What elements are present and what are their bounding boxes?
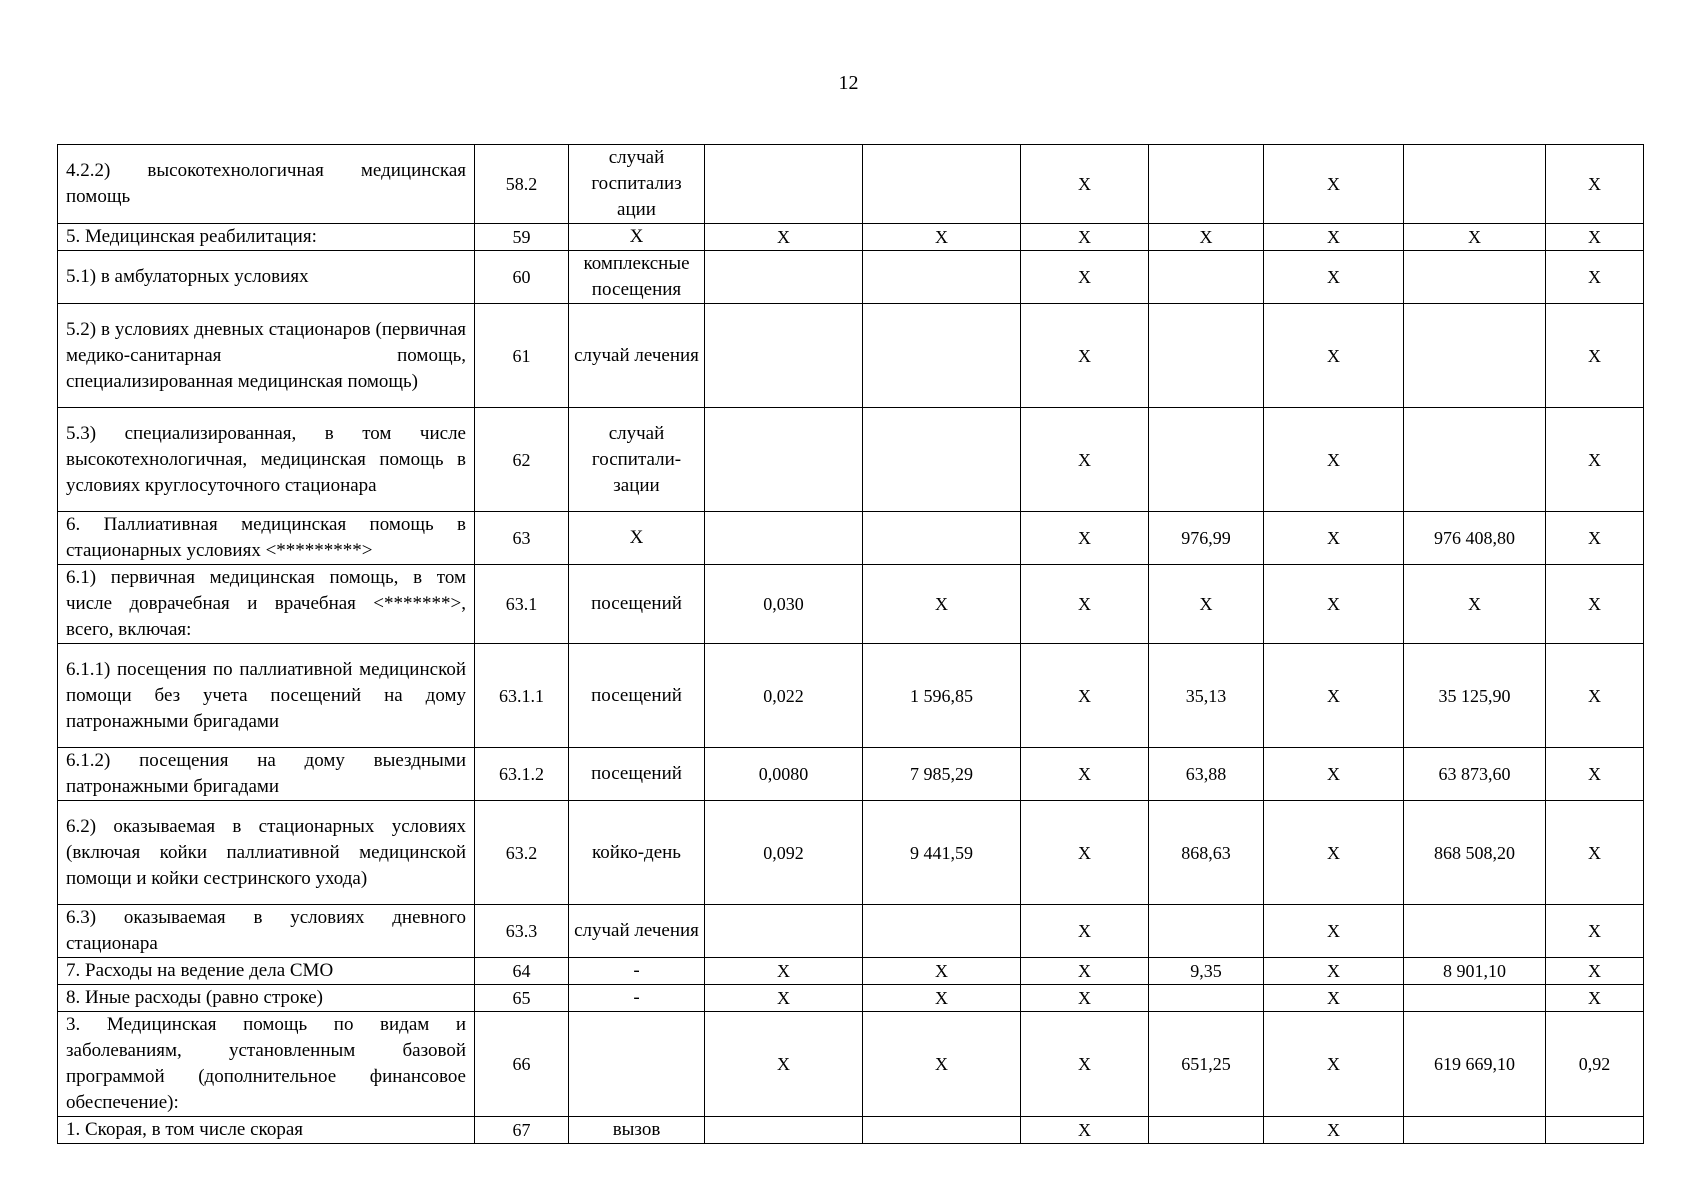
table-row xyxy=(58,512,1644,565)
row-name-cell: 6.1.2) посещения на дому выездными патронажными бригадами xyxy=(58,748,475,801)
row-name-cell: 6.1) первичная медицинская помощь, в том числе доврачебная и врачебная <*******>, всего, включая: xyxy=(58,565,475,644)
value-cell-5: X xyxy=(1264,1012,1404,1117)
value-cell-6: X xyxy=(1404,224,1546,251)
unit-cell: случай лечения xyxy=(569,304,705,408)
line-number-cell: 66 xyxy=(475,1012,569,1117)
table-row xyxy=(58,408,1644,512)
value-cell-3: X xyxy=(1021,512,1149,565)
value-cell-7: X xyxy=(1546,304,1644,408)
value-cell-3: X xyxy=(1021,565,1149,644)
table-row xyxy=(58,1117,1644,1144)
value-cell-3: X xyxy=(1021,304,1149,408)
value-cell-7: X xyxy=(1546,224,1644,251)
table-body xyxy=(58,145,1644,1144)
value-cell-3: X xyxy=(1021,251,1149,304)
line-number-cell: 63.2 xyxy=(475,801,569,905)
value-cell-1 xyxy=(705,408,863,512)
value-cell-6 xyxy=(1404,1117,1546,1144)
table-row xyxy=(58,251,1644,304)
line-number-cell: 58.2 xyxy=(475,145,569,224)
value-cell-7: X xyxy=(1546,985,1644,1012)
line-number-cell: 63.3 xyxy=(475,905,569,958)
value-cell-4: 976,99 xyxy=(1149,512,1264,565)
value-cell-6: 35 125,90 xyxy=(1404,644,1546,748)
line-number-cell: 63 xyxy=(475,512,569,565)
value-cell-5: X xyxy=(1264,565,1404,644)
value-cell-2 xyxy=(863,512,1021,565)
row-name-cell: 5.1) в амбулаторных условиях xyxy=(58,251,475,304)
row-name-cell: 6.3) оказываемая в условиях дневного стационара xyxy=(58,905,475,958)
row-name-cell: 7. Расходы на ведение дела СМО xyxy=(58,958,475,985)
row-name-cell: 3. Медицинская помощь по видам и заболеваниям, установленным базовой программой (дополнительное финансовое обеспечение): xyxy=(58,1012,475,1117)
value-cell-4: X xyxy=(1149,565,1264,644)
value-cell-4 xyxy=(1149,304,1264,408)
value-cell-6 xyxy=(1404,985,1546,1012)
unit-cell: случай лечения xyxy=(569,905,705,958)
table-row xyxy=(58,958,1644,985)
value-cell-2 xyxy=(863,304,1021,408)
line-number-cell: 64 xyxy=(475,958,569,985)
value-cell-4 xyxy=(1149,985,1264,1012)
value-cell-3: X xyxy=(1021,644,1149,748)
value-cell-3: X xyxy=(1021,408,1149,512)
line-number-cell: 63.1.2 xyxy=(475,748,569,801)
value-cell-7: X xyxy=(1546,145,1644,224)
table-row xyxy=(58,145,1644,224)
value-cell-7: X xyxy=(1546,748,1644,801)
line-number-cell: 61 xyxy=(475,304,569,408)
row-name-cell: 4.2.2) высокотехнологичная медицинская помощь xyxy=(58,145,475,224)
row-name-cell: 6. Паллиативная медицинская помощь в стационарных условиях <*********> xyxy=(58,512,475,565)
unit-cell: - xyxy=(569,985,705,1012)
line-number-cell: 60 xyxy=(475,251,569,304)
value-cell-5: X xyxy=(1264,145,1404,224)
value-cell-1: 0,092 xyxy=(705,801,863,905)
table-row xyxy=(58,985,1644,1012)
value-cell-6: 8 901,10 xyxy=(1404,958,1546,985)
value-cell-6: 63 873,60 xyxy=(1404,748,1546,801)
value-cell-4 xyxy=(1149,251,1264,304)
value-cell-6 xyxy=(1404,304,1546,408)
value-cell-1: X xyxy=(705,985,863,1012)
value-cell-5: X xyxy=(1264,748,1404,801)
unit-cell: X xyxy=(569,224,705,251)
value-cell-7: X xyxy=(1546,644,1644,748)
value-cell-1 xyxy=(705,1117,863,1144)
row-name-cell: 6.1.1) посещения по паллиативной медицинской помощи без учета посещений на дому патронажными бригадами xyxy=(58,644,475,748)
table-row xyxy=(58,644,1644,748)
table-row xyxy=(58,748,1644,801)
value-cell-1 xyxy=(705,905,863,958)
value-cell-5: X xyxy=(1264,304,1404,408)
value-cell-2 xyxy=(863,145,1021,224)
value-cell-1: X xyxy=(705,1012,863,1117)
value-cell-4: 35,13 xyxy=(1149,644,1264,748)
value-cell-2 xyxy=(863,1117,1021,1144)
value-cell-6: 619 669,10 xyxy=(1404,1012,1546,1117)
value-cell-7: X xyxy=(1546,958,1644,985)
value-cell-6 xyxy=(1404,145,1546,224)
value-cell-6: 868 508,20 xyxy=(1404,801,1546,905)
value-cell-3: X xyxy=(1021,985,1149,1012)
value-cell-1: X xyxy=(705,958,863,985)
unit-cell: случай госпитализ ации xyxy=(569,145,705,224)
value-cell-3: X xyxy=(1021,224,1149,251)
line-number-cell: 67 xyxy=(475,1117,569,1144)
value-cell-5: X xyxy=(1264,958,1404,985)
row-name-cell: 5. Медицинская реабилитация: xyxy=(58,224,475,251)
value-cell-2 xyxy=(863,905,1021,958)
table-row xyxy=(58,801,1644,905)
value-cell-3: X xyxy=(1021,905,1149,958)
value-cell-5: X xyxy=(1264,801,1404,905)
unit-cell: посещений xyxy=(569,748,705,801)
value-cell-1: 0,030 xyxy=(705,565,863,644)
table-row xyxy=(58,565,1644,644)
table-row xyxy=(58,224,1644,251)
unit-cell: - xyxy=(569,958,705,985)
table-row xyxy=(58,905,1644,958)
value-cell-5: X xyxy=(1264,251,1404,304)
unit-cell: вызов xyxy=(569,1117,705,1144)
unit-cell: случай госпитали-зации xyxy=(569,408,705,512)
value-cell-7: X xyxy=(1546,251,1644,304)
unit-cell: койко-день xyxy=(569,801,705,905)
value-cell-4 xyxy=(1149,408,1264,512)
line-number-cell: 63.1.1 xyxy=(475,644,569,748)
page-number: 12 xyxy=(838,72,859,94)
value-cell-6: 976 408,80 xyxy=(1404,512,1546,565)
value-cell-1: 0,0080 xyxy=(705,748,863,801)
value-cell-3: X xyxy=(1021,801,1149,905)
value-cell-3: X xyxy=(1021,958,1149,985)
value-cell-6: X xyxy=(1404,565,1546,644)
unit-cell: посещений xyxy=(569,565,705,644)
value-cell-7: 0,92 xyxy=(1546,1012,1644,1117)
value-cell-2: 1 596,85 xyxy=(863,644,1021,748)
value-cell-5: X xyxy=(1264,1117,1404,1144)
unit-cell: X xyxy=(569,512,705,565)
value-cell-5: X xyxy=(1264,985,1404,1012)
value-cell-5: X xyxy=(1264,512,1404,565)
value-cell-3: X xyxy=(1021,1012,1149,1117)
row-name-cell: 6.2) оказываемая в стационарных условиях (включая койки паллиативной медицинской помощи и койки сестринского ухода) xyxy=(58,801,475,905)
value-cell-7: X xyxy=(1546,905,1644,958)
value-cell-6 xyxy=(1404,905,1546,958)
line-number-cell: 62 xyxy=(475,408,569,512)
value-cell-2: X xyxy=(863,985,1021,1012)
value-cell-3: X xyxy=(1021,1117,1149,1144)
value-cell-1 xyxy=(705,251,863,304)
value-cell-4: 9,35 xyxy=(1149,958,1264,985)
value-cell-2: X xyxy=(863,565,1021,644)
line-number-cell: 63.1 xyxy=(475,565,569,644)
value-cell-2: X xyxy=(863,1012,1021,1117)
value-cell-2: 9 441,59 xyxy=(863,801,1021,905)
value-cell-1: X xyxy=(705,224,863,251)
value-cell-2: X xyxy=(863,224,1021,251)
value-cell-5: X xyxy=(1264,224,1404,251)
row-name-cell: 5.2) в условиях дневных стационаров (первичная медико-санитарная помощь, специализированная медицинская помощь) xyxy=(58,304,475,408)
unit-cell xyxy=(569,1012,705,1117)
table-row xyxy=(58,1012,1644,1117)
value-cell-4 xyxy=(1149,145,1264,224)
value-cell-4: 63,88 xyxy=(1149,748,1264,801)
unit-cell: посещений xyxy=(569,644,705,748)
value-cell-5: X xyxy=(1264,644,1404,748)
value-cell-1 xyxy=(705,512,863,565)
value-cell-5: X xyxy=(1264,408,1404,512)
unit-cell: комплексные посещения xyxy=(569,251,705,304)
value-cell-3: X xyxy=(1021,748,1149,801)
table-row xyxy=(58,304,1644,408)
value-cell-7 xyxy=(1546,1117,1644,1144)
value-cell-4 xyxy=(1149,905,1264,958)
value-cell-6 xyxy=(1404,251,1546,304)
value-cell-1 xyxy=(705,304,863,408)
value-cell-2: X xyxy=(863,958,1021,985)
value-cell-7: X xyxy=(1546,565,1644,644)
value-cell-5: X xyxy=(1264,905,1404,958)
row-name-cell: 1. Скорая, в том числе скорая xyxy=(58,1117,475,1144)
value-cell-2 xyxy=(863,408,1021,512)
value-cell-4: 868,63 xyxy=(1149,801,1264,905)
value-cell-7: X xyxy=(1546,512,1644,565)
value-cell-7: X xyxy=(1546,408,1644,512)
row-name-cell: 5.3) специализированная, в том числе высокотехнологичная, медицинская помощь в условиях круглосуточного стационара xyxy=(58,408,475,512)
value-cell-3: X xyxy=(1021,145,1149,224)
value-cell-2 xyxy=(863,251,1021,304)
value-cell-6 xyxy=(1404,408,1546,512)
value-cell-7: X xyxy=(1546,801,1644,905)
value-cell-4: 651,25 xyxy=(1149,1012,1264,1117)
value-cell-4 xyxy=(1149,1117,1264,1144)
value-cell-2: 7 985,29 xyxy=(863,748,1021,801)
value-cell-4: X xyxy=(1149,224,1264,251)
value-cell-1 xyxy=(705,145,863,224)
financing-table xyxy=(57,144,1644,1144)
row-name-cell: 8. Иные расходы (равно строке) xyxy=(58,985,475,1012)
line-number-cell: 65 xyxy=(475,985,569,1012)
line-number-cell: 59 xyxy=(475,224,569,251)
value-cell-1: 0,022 xyxy=(705,644,863,748)
